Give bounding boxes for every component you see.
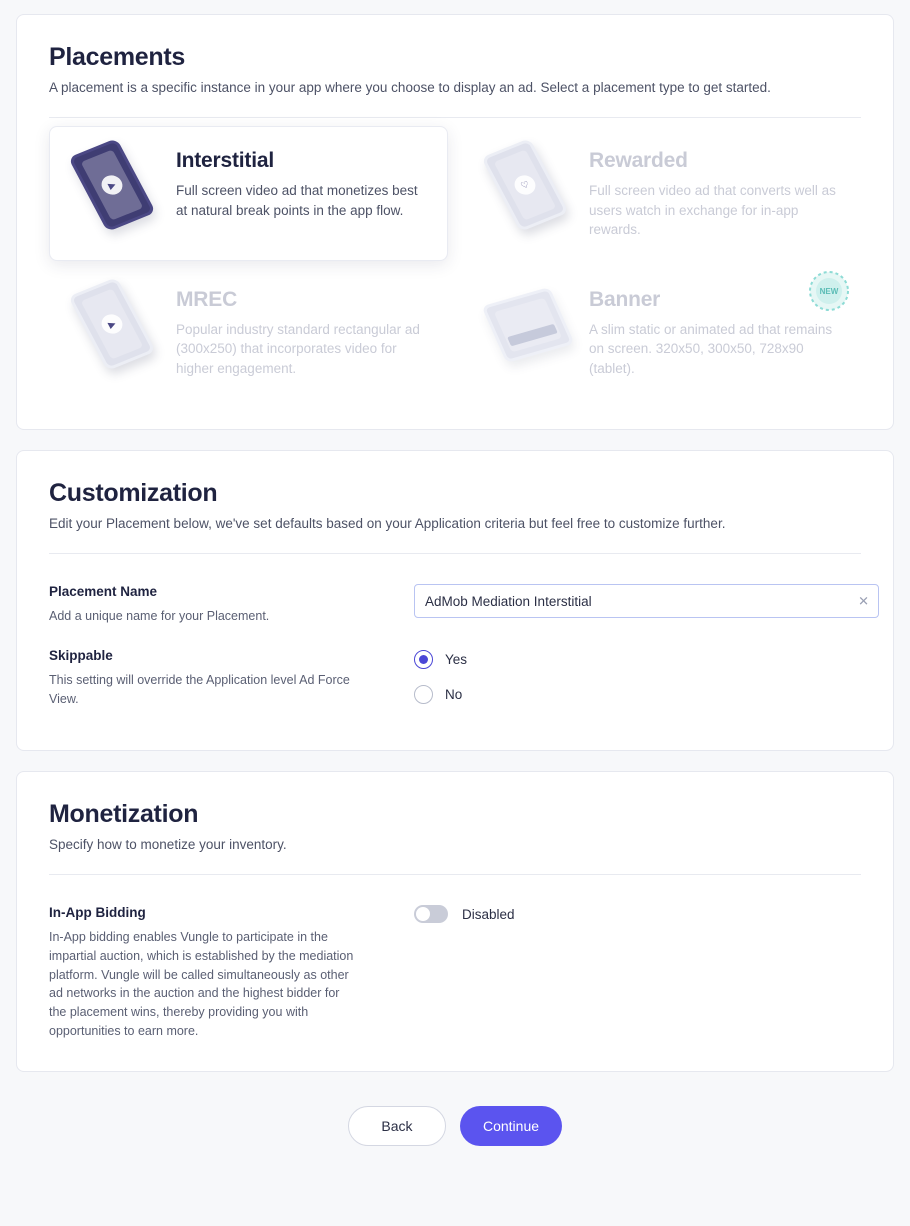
divider (49, 117, 861, 118)
placements-subtitle: A placement is a specific instance in your app where you choose to display an ad. Select a placement type to get started. (49, 80, 771, 95)
in-app-bidding-hint: In-App bidding enables Vungle to participate in the impartial auction, which is established by the mediation platform. Vungle will be called simultaneously as other ad networks in the auction and the highest bidder for the placement wins, thereby providing you with opportunities to earn more. (49, 930, 354, 1038)
monetization-subtitle: Specify how to monetize your inventory. (49, 837, 287, 853)
footer-actions (16, 1092, 894, 1170)
placement-option-title: Banner (589, 287, 661, 311)
placement-option-description: Full screen video ad that monetizes best at natural break points in the app flow. (176, 183, 418, 218)
mrec-illustration: ▶ (68, 286, 164, 364)
placement-option-description: Full screen video ad that converts well as users watch in exchange for in-app rewards. (589, 183, 836, 238)
back-button[interactable]: Back (348, 1106, 446, 1146)
svg-text:NEW: NEW (819, 286, 839, 296)
customization-subtitle: Edit your Placement below, we've set defaults based on your Application criteria but feel free to customize further. (49, 516, 726, 532)
placement-name-label: Placement Name (49, 584, 158, 600)
placement-option-title: MREC (176, 287, 238, 311)
in-app-bidding-label: In-App Bidding (49, 905, 146, 921)
placement-name-row (49, 562, 869, 626)
skippable-label: Skippable (49, 648, 113, 664)
skippable-option-no[interactable] (414, 685, 861, 704)
skippable-row (49, 626, 861, 720)
divider (49, 874, 861, 875)
continue-button[interactable]: Continue (460, 1106, 562, 1146)
skippable-option-label: Yes (445, 652, 468, 668)
customization-title: Customization (49, 479, 218, 508)
new-badge-icon (808, 270, 850, 312)
skippable-option-label: No (445, 687, 463, 703)
divider (49, 553, 861, 554)
in-app-bidding-state-label: Disabled (462, 906, 515, 922)
in-app-bidding-toggle-row (414, 905, 861, 923)
placement-option-rewarded[interactable] (462, 126, 861, 261)
placement-option-mrec[interactable] (49, 265, 448, 400)
placement-option-title: Rewarded (589, 149, 688, 172)
placements-card (16, 14, 894, 430)
placement-option-description: A slim static or animated ad that remains on screen. 320x50, 300x50, 728x90 (tablet). (589, 321, 833, 376)
skippable-hint: This setting will override the Application level Ad Force View. (49, 673, 350, 706)
close-icon[interactable]: ✕ (858, 593, 869, 609)
interstitial-illustration: ▶ (68, 147, 164, 225)
placement-option-interstitial[interactable] (49, 126, 448, 261)
monetization-card (16, 771, 894, 1072)
skippable-option-yes[interactable] (414, 650, 861, 669)
customization-card (16, 450, 894, 751)
in-app-bidding-toggle[interactable] (414, 905, 448, 923)
placement-options-grid (49, 126, 861, 399)
monetization-title: Monetization (49, 800, 199, 829)
in-app-bidding-row (49, 883, 861, 1041)
rewarded-illustration: ♡ (481, 147, 577, 225)
placement-option-banner[interactable] (462, 265, 861, 400)
skippable-radio-group (414, 650, 861, 704)
placement-name-hint: Add a unique name for your Placement. (49, 609, 270, 624)
placements-title: Placements (49, 43, 185, 71)
radio-icon[interactable] (414, 650, 433, 669)
placement-option-description: Popular industry standard rectangular ad (300x250) that incorporates video for higher engagement. (176, 321, 420, 376)
banner-illustration (481, 286, 577, 364)
placement-option-title: Interstitial (176, 149, 274, 172)
radio-icon[interactable] (414, 685, 433, 704)
placement-name-input[interactable] (414, 584, 879, 618)
